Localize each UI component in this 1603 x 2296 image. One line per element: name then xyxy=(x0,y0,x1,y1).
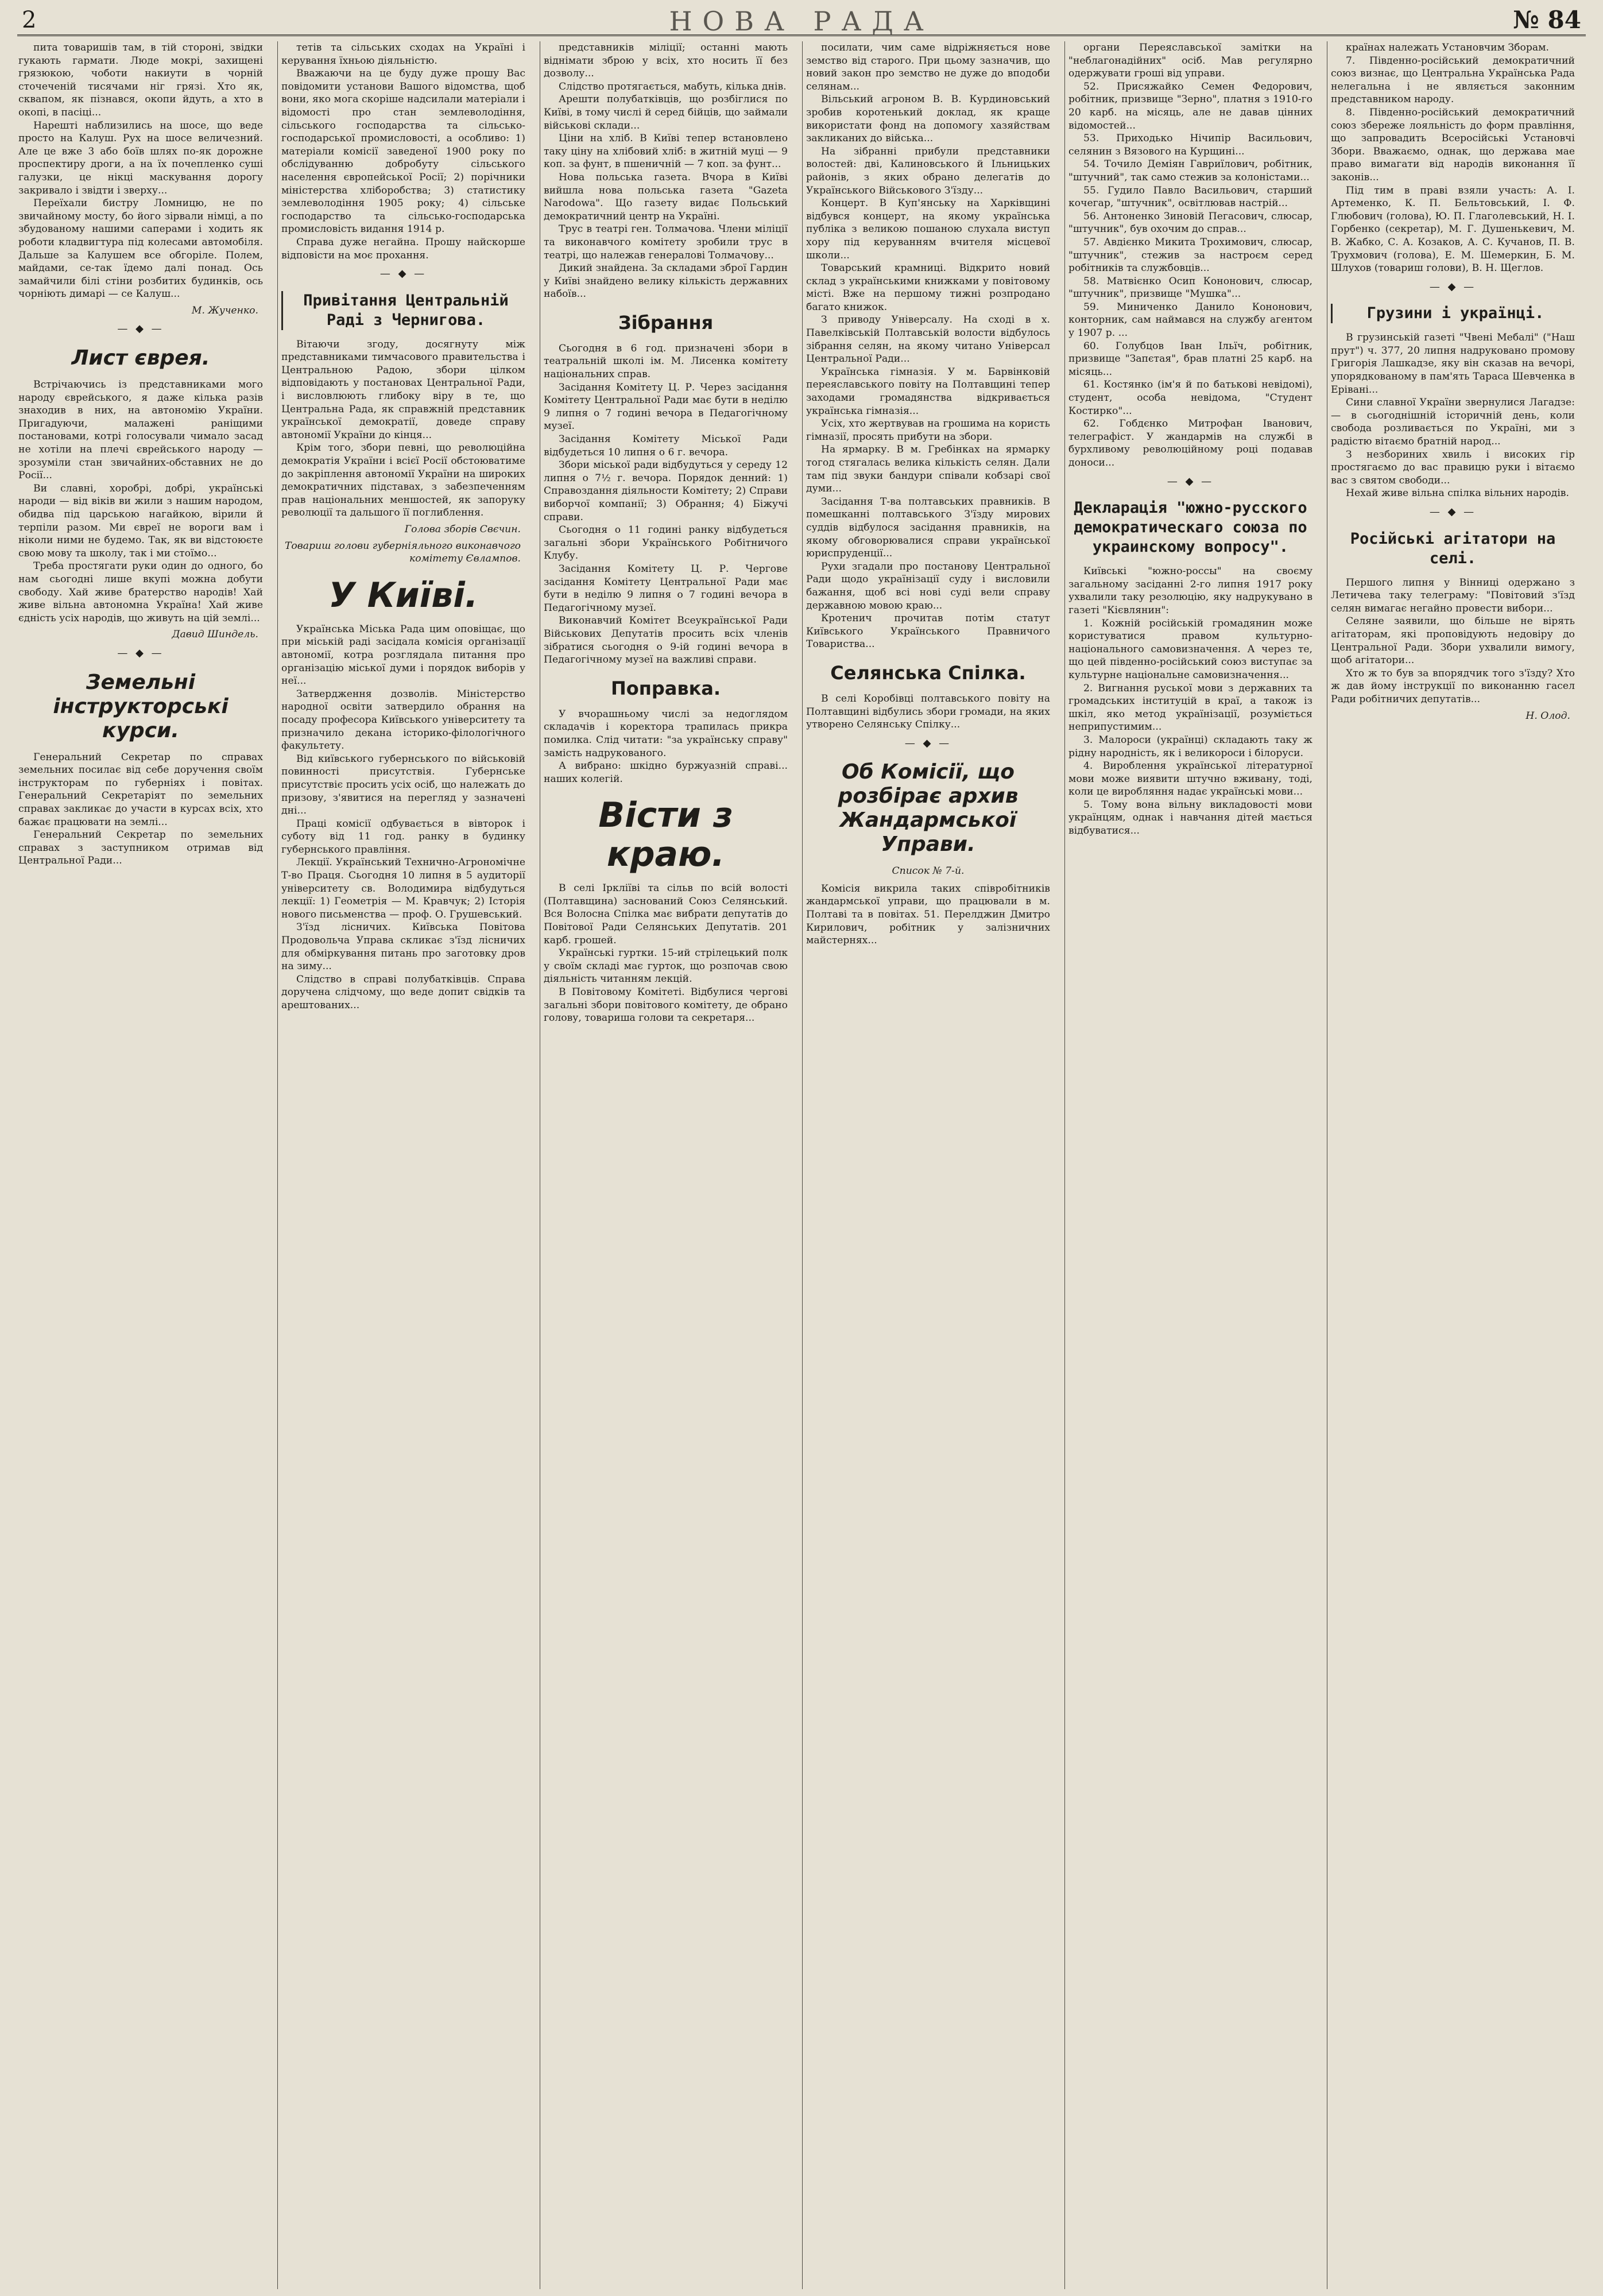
list-subtitle: Список № 7-й. xyxy=(892,865,965,877)
article-paragraph: 2. Вигнання руської мови з державних та громадських інституцій в краї, а також із шкіл, яко метод українізації, розуміється неприпустимим... xyxy=(1068,682,1312,733)
article-paragraph: Крім того, збори певні, що революційна демократія України і всієї Росії обстоюватиме до закріплення автономії України на широких демократичних підставах, з забезпеченням прав національних меншостей, як запоруку революції та дальшого її поглиблення. xyxy=(281,442,525,519)
column-1 xyxy=(15,41,266,2289)
article-paragraph: Сьогодня о 11 годині ранку відбудеться загальні збори Українського Робітничого Клубу. xyxy=(544,524,788,562)
article-paragraph: Усіх, хто жертвував на грошима на користь гімназії, просять прибути на збори. xyxy=(806,418,1050,443)
article-paragraph: Переїхали бистру Ломницю, не по звичайному мосту, бо його зірвали німці, а по збудованому нашими саперами і ходить як роботи кладвигтура під колесами автомобіля. Дальше за Калушем все обгоріле. Полем, майдами, се-так їдемо далі понад. Ось замайчили білі стіни розбитих будинків, ось чорніють димарі — се Калуш... xyxy=(18,198,263,300)
article-paragraph: Лекції. Український Технично-Агрономічне Т-во Праця. Сьогодня 10 липня в 5 аудиторії університету св. Володимира відбудуться лекції: 1) Геометрія — М. Кравчук; 2) Історія нового письменства — проф. О. Грушевський. xyxy=(281,857,525,920)
article-paragraph: Виконавчий Комітет Всеукраїнської Ради Військових Депутатів просить всіх членів зібратися сьогодня о 9-ій годині вечора в Педагогічному музеї на важливі справи. xyxy=(544,615,788,666)
article-paragraph: А вибрано: шкідно буржуазній справі... наших колегій. xyxy=(544,760,788,785)
author-signature: Давид Шиндель. xyxy=(172,629,258,641)
article-paragraph: 56. Антоненко Зиновій Пегасович, слюсар, "штучник", був охочим до справ... xyxy=(1068,210,1312,235)
article-heading: Об Комісії, що розбірає архив Жандармської Управи. xyxy=(838,760,1019,857)
article-paragraph: 61. Костянко (ім'я й по батькові невідомі), студент, особа невідома, "Студент Костирко"... xyxy=(1068,379,1312,417)
article-paragraph: пита товаришів там, в тій стороні, звідки гукають гармати. Люде мокрі, захищені грязюкою, чоботи накиути в чорній сточеченій тисячами ніг грязі. Хто як, сквапом, як пізнався, окопи йдуть, а хто в окопі, в пасіці... xyxy=(18,42,263,118)
ornament-divider: — ◆ — xyxy=(904,737,952,749)
article-paragraph: 62. Гобдєнко Митрофан Іванович, телеграфіст. У жандармів на службі в бурхливому революційному році подавав доноси... xyxy=(1068,418,1312,469)
article-paragraph: Треба простягати руки один до одного, бо нам сьогодні лише вкупі можна добути свободу. Хай живе братерство народів! Хай живе вільна автономна Україна! Хай живе єдність усіх народів, що живуть на цій землі... xyxy=(18,560,263,624)
article-paragraph: Затвердження дозволів. Міністерство народної освіти затвердило обрання на посаду професора Київського університету та призначило декана історико-філологічного факультету. xyxy=(281,688,525,752)
article-paragraph: Встрічаючись із представниками мого народу єврейського, я даже кілька разів знаходив в них, на автономію України. Пригадуючи, малажені раніщими постановами, котрі голосували чимало засад не хотіли на плечі єврейського народу — зрозуміли стан звичайних-обставних не до Росії... xyxy=(18,379,263,482)
article-paragraph: країнах належать Установчим Зборам. xyxy=(1346,42,1549,53)
article-heading: Вісти з краю. xyxy=(598,795,733,875)
column-2 xyxy=(277,41,529,2289)
ornament-divider: — ◆ — xyxy=(117,323,164,335)
article-paragraph: Сини славної України звернулися Лагадзе: — в сьогоднішній історичній день, коли свобода розливається по Україні, ми з радістю вітаємо братній народ... xyxy=(1331,397,1575,448)
article-paragraph: Товарський крамниці. Відкрито новий склад з українськими книжками у повітовому місті. Вже на першому тижні розпродано багато книжок. xyxy=(806,262,1050,313)
article-paragraph: Ціни на хліб. В Київі тепер встановлено таку ціну на хлібовий хліб: в житній муці — 9 коп. за фунт, в пшеничній — 7 коп. за фунт... xyxy=(544,133,788,171)
article-paragraph: Нова польська газета. Вчора в Київі вийшла нова польська газета "Gazeta Narodowa". Що газету видає Польський демократичний центр на Україні. xyxy=(544,171,788,222)
article-paragraph: Засідання Комітету Ц. Р. Через засідання Комітету Центральної Ради має бути в неділю 9 липня о 7 годині вечора в Педагогічному музеї. xyxy=(544,381,788,432)
page-number: 2 xyxy=(22,7,37,33)
article-paragraph: Трус в театрі ген. Толмачова. Члени міліції та виконавчого комітету зробили трус в театрі, що належав генералові Толмачову... xyxy=(544,223,788,261)
article-paragraph: 53. Приходько Нічипір Васильович, селянин з Вязового на Курщині... xyxy=(1068,133,1312,157)
author-signature: М. Жученко. xyxy=(191,304,258,316)
author-signature: Голова зборів Свєчин. xyxy=(404,524,521,535)
article-heading: Селянська Спілка. xyxy=(830,661,1026,684)
article-heading: Грузини і українці. xyxy=(1331,304,1575,323)
article-paragraph: Київські "южно-россы" на своєму загальному засіданні 2-го липня 1917 року ухвалили таку резолюцію, яку надрукувано в газеті "Кієвлянин": xyxy=(1068,566,1312,616)
article-paragraph: 52. Присяжайко Семен Федорович, робітник, призвище "Зерно", платня з 1910-го 20 карб. на місяць, але не давав цінних відомостей... xyxy=(1068,80,1312,131)
article-paragraph: Дикий знайдена. За складами зброї Гардин у Київі знайдено велику кількість державних набоїв... xyxy=(544,262,788,300)
article-paragraph: З незбориних хвиль і високих гір простягаємо до вас правицю руки і вітаємо вас з святом свободи... xyxy=(1331,448,1575,486)
article-paragraph: Генеральний Секретар по справах земельних посилає від себе доручення своїм інструкторам по губерніях і повітах. Генеральний Секретаріят по земельних справах закликає до участи в курсах всіх, хто бажає працювати на землі... xyxy=(18,751,263,828)
article-paragraph: 5. Тому вона вільну викладовості мови українцям, однак і навчання дітей мається відбуватися... xyxy=(1068,799,1312,837)
article-paragraph: 1. Кожній російській громадянин може користуватися правом культурно-національного самовизначення. А через те, що цей південно-російський союз виступає за культурне національне самовизначення... xyxy=(1068,617,1312,681)
article-paragraph: Концерт. В Куп'янську на Харківщині відбувся концерт, на якому українська публіка з великою пошаною слухала виступ хору під керуванням вчителя місцевої школи... xyxy=(806,198,1050,261)
columns xyxy=(15,41,1588,2289)
article-paragraph: З'їзд лісничих. Київська Повітова Продовольча Управа скликає з'їзд лісничих для обміркування питань про заготовку дров на зиму... xyxy=(281,922,525,973)
article-paragraph: На зібранні прибули представники волостей: дві, Калиновського й Ільницьких районів, з яких обрано делегатів до Українського Військового З'їзду... xyxy=(806,145,1050,196)
article-paragraph: Сьогодня в 6 год. призначені збори в театральній школі ім. М. Лисенка комітету національних справ. xyxy=(544,342,788,381)
article-paragraph: посилати, чим саме відріжняється нове земство від старого. При цьому зазначив, що новий закон про земство не дуже до вподоби селянам... xyxy=(806,42,1050,92)
article-paragraph: Селяне заявили, що більше не вірять агітаторам, які проповідують недовіру до Центральної Ради. Збори ухвалили вимогу, щоб агітатори... xyxy=(1331,615,1575,667)
article-paragraph: Слідство протягається, мабуть, кілька днів. xyxy=(559,80,787,92)
article-heading: Поправка. xyxy=(610,677,721,699)
article-paragraph: Вважаючи на це буду дуже прошу Вас повідомити установи Вашого відомства, щоб вони, яко мога скоріше надсилали матеріали і відомості про стан землеволодіння, сільського господарства та сільсько-господарської промисловості, а особливо: 1) матеріали комісії заведеної 1900 року по обслідуванню добробуту сільського населення європейської Росії; 2) порічники міністерства хліборобства; 3) статистику землеволодіння 1905 року; 4) сільське господарство та сільсько-господарська промисловість видання 1914 р. xyxy=(281,68,525,235)
article-paragraph: 60. Голубцов Іван Ільїч, робітник, призвище "Запєтая", брав платні 25 карб. на місяць... xyxy=(1068,340,1312,378)
article-paragraph: 57. Авдієнко Микита Трохимович, слюсар, "штучник", стежив за настроєм серед робітників та службовців... xyxy=(1068,236,1312,274)
article-paragraph: Нехай живе вільна спілка вільних народів. xyxy=(1346,487,1569,500)
article-paragraph: 54. Точило Деміян Гавриїлович, робітник, "штучний", так само стежив за колоністами... xyxy=(1068,158,1312,183)
article-paragraph: Засідання Комітету Міської Ради відбудеться 10 липня о 6 г. вечора. xyxy=(544,433,788,458)
article-paragraph: Першого липня у Вінниці одержано з Летичева таку телеграму: "Повітовий з'їзд селян вимагає негайно провести вибори... xyxy=(1331,576,1575,614)
article-paragraph: Нарешті наблизились на шосе, що веде просто на Калуш. Рух на шосе величезний. Але це вже 3 або боїв шлях по-як дорожне проспектиру дроги, а на їх почепленко суші галузки, це нікці маскування дорогу закривало і звідти і зверху... xyxy=(18,119,263,196)
article-heading: Лист єврея. xyxy=(71,346,210,370)
author-signature: Н. Олод. xyxy=(1525,710,1570,722)
article-heading: Привітання Центральній Раді з Чернигова. xyxy=(281,291,525,330)
ornament-divider: — ◆ — xyxy=(1167,475,1214,487)
column-6 xyxy=(1327,41,1578,2289)
column-4 xyxy=(802,41,1054,2289)
article-paragraph: Арешти полубатківців, що розбіглися по Київі, в тому числі й серед бійців, що займали військові склади... xyxy=(544,94,788,131)
article-heading: Зібрання xyxy=(618,311,714,334)
article-paragraph: представників міліції; останні мають віднімати зброю у всіх, хто носить її без дозволу... xyxy=(544,42,788,80)
article-paragraph: В селі Іркліїві та сільв по всій волості (Полтавщина) заснований Союз Селянський. Вся Волосна Спілка має вибрати депутатів до Повітової Ради Селянських Депутатів. 201 карб. грошей. xyxy=(544,882,788,946)
article-paragraph: Слідство в справі полубатківців. Справа доручена слідчому, що веде допит свідків та арештованих... xyxy=(281,973,525,1011)
article-paragraph: органи Переяславської замітки на "неблагонадійних" осіб. Мав регулярно одержувати гроші від управи. xyxy=(1068,42,1312,80)
article-paragraph: Українська Міська Рада цим оповіщає, що при міській раді засідала комісія організації автономії, котра розглядала питання про організацію міської думи і порядок виборів у неї... xyxy=(281,623,525,687)
article-paragraph: 8. Південно-російський демократичний союз збереже лояльність до форм правління, що запровадить Всеросійські Установчі Збори. Вважаємо, однак, що держава мае право вимагати від народів виконання її законів... xyxy=(1331,106,1575,183)
article-paragraph: Комісія викрила таких співробітників жандармської управи, що працювали в м. Полтаві та в повітах. 51. Перелджин Дмитро Кирилович, робітник у залізничних майстернях... xyxy=(806,882,1050,947)
article-paragraph: Від київського губернського по військовій повинності присутствія. Губернське присутствіє просить усіх осіб, що належать до призову, з'явитися на перегляд у зазначені дні... xyxy=(281,753,525,817)
article-paragraph: В Повітовому Комітеті. Відбулися чергові загальні збори повітового комітету, де обрано голову, товариша голови та секретаря... xyxy=(544,986,788,1024)
article-paragraph: Рухи згадали про постанову Центральної Ради щодо українізації суду і висловили бажання, щоб всі нові суді вели справу державною мовою краю... xyxy=(806,560,1050,611)
article-paragraph: Українські гуртки. 15-ий стрілецький полк у своїм складі має гурток, що розпочав свою діяльність читанням лекцій. xyxy=(544,947,788,985)
article-heading: Російські агітатори на селі. xyxy=(1350,529,1556,567)
article-paragraph: Справа дуже негайна. Прошу найскорше відповісти на моє прохання. xyxy=(281,236,525,261)
article-paragraph: Засідання Т-ва полтавських правників. В помешканні полтавського З'їзду мирових суддів відбулося засідання правників, на якому обговорювалися справи української юриспруденції... xyxy=(806,495,1050,560)
article-paragraph: Українська гімназія. У м. Барвінковій переяславського повіту на Полтавщині тепер заходами громадянства відкривається українська гімназія... xyxy=(806,366,1050,417)
article-paragraph: Вітаючи згоду, досягнуту між представниками тимчасового правительства і Центральною Радою, збори цілком відповідають у постановах Центральної Ради, і висловлюють глибоку віру в те, що Центральна Рада, як справжній представник української демократії, доведе справу автономії України до кінця... xyxy=(281,338,525,441)
article-paragraph: 55. Гудило Павло Васильович, старший кочегар, "штучник", освітлював настрій... xyxy=(1068,184,1312,210)
ornament-divider: — ◆ — xyxy=(1429,506,1477,518)
column-3 xyxy=(540,41,791,2289)
article-heading: Земельні інструкторські курси. xyxy=(53,670,229,742)
article-paragraph: Кротенич прочитав потім статут Київського Українського Правничого Товариства... xyxy=(806,613,1050,651)
masthead xyxy=(17,6,1586,36)
article-paragraph: Засідання Комітету Ц. Р. Чергове засідання Комітету Центральної Ради має бути в неділю 9 липня о 7 годині вечора в Педагогічному музеї. xyxy=(544,563,788,614)
article-heading: Декларація "южно-русского демократическаго союза по украинскому вопросу". xyxy=(1074,499,1307,556)
article-paragraph: В селі Коробівці полтавського повіту на Полтавщині відбулись збори громади, на яких утворено Селянську Спілку... xyxy=(806,692,1050,731)
article-paragraph: Під тим в праві взяли участь: А. І. Артеменко, К. П. Бельтовський, І. Ф. Глюбович (голова), Ю. П. Глаголевський, Н. І. Горбенко (секретар), М. Г. Душенькевич, М. В. Жабко, С. А. Козаков, А. С. Кучанов, П. В. Трухмович (голова), Е. М. Шемеркин, Б. М. Шлухов (товариш голови), В. Н. Щеглов. xyxy=(1331,184,1575,274)
article-paragraph: Хто ж то був за впорядчик того з'їзду? Хто ж дав йому інструкції по виконанню гасел Ради робітничих депутатів... xyxy=(1331,667,1575,705)
article-paragraph: З приводу Універсалу. На сході в х. Павелківській Полтавській волости відбулось зібрання селян, на якому читано Універсал Центральної Ради... xyxy=(806,314,1050,365)
article-paragraph: У вчорашньому числі за недоглядом складачів і коректора трапилась прикра помилка. Слід читати: "за українську справу" замість надрукованого. xyxy=(544,708,788,759)
issue-number: № 84 xyxy=(1513,6,1581,34)
article-paragraph: В грузинській газеті "Чвені Мебалі" ("Наш прут") ч. 377, 20 липня надруковано промову Григорія Лашкадзе, яку він сказав на вечорі, упорядкованому в пам'ять Тараса Шевченка в Ерівані... xyxy=(1331,332,1575,396)
article-paragraph: Праці комісії одбувається в вівторок і суботу від 11 год. ранку в будинку губернського правління. xyxy=(281,818,525,855)
article-paragraph: 3. Малороси (українці) складають таку ж рідну народність, як і великороси і білоруси. xyxy=(1068,734,1312,759)
article-paragraph: 4. Вироблення української літературної мови може виявити штучно вживану, тоді, коли це виробляння надає українські мови... xyxy=(1068,760,1312,798)
article-paragraph: тетів та сільських сходах на Україні і керування їхньою діяльністю. xyxy=(281,42,525,67)
ornament-divider: — ◆ — xyxy=(117,646,164,659)
article-paragraph: Генеральний Секретар по земельних справах з заступником отримав від Центральної Ради... xyxy=(18,829,263,867)
article-heading: У Київі. xyxy=(328,575,478,615)
article-paragraph: 58. Матвієнко Осип Кононович, слюсар, "штучник", призвище "Мушка"... xyxy=(1068,275,1312,300)
article-paragraph: 7. Південно-російський демократичний союз визнає, що Центральна Українська Рада нелегальна і не являється законним представником народу. xyxy=(1331,55,1575,106)
article-paragraph: 59. Миниченко Данило Кононович, конторник, сам наймався на службу агентом у 1907 р. ... xyxy=(1068,301,1312,339)
newspaper-title: НОВА РАДА xyxy=(669,6,934,37)
article-paragraph: Вільський агроном В. В. Курдиновський зробив коротенький доклад, як краще використати фонд на допомогу хазяйствам закликаних до війська... xyxy=(806,94,1050,145)
article-paragraph: Збори міської ради відбудуться у середу 12 липня о 7½ г. вечора. Порядок денний: 1) Справоздання діяльности Комітету; 2) Справи виборчої компанії; 3) Обрання; 4) Біжучі справи. xyxy=(544,459,788,523)
article-paragraph: На ярмарку. В м. Гребінках на ярмарку тогод стягалась велика кількість селян. Дали там під звуки бандури співали кобзарі свої думи... xyxy=(806,444,1050,495)
column-5 xyxy=(1064,41,1316,2289)
article-paragraph: Ви славні, хоробрі, добрі, українські народи — від віків ви жили з нашим народом, обидва під царською нагайкою, вірили й терпіли разом. Ми євреї не вороги вам і ніколи ними не будемо. Так, як ви відстоюєте свою мову та школу, так і ми стоїмо... xyxy=(18,482,263,559)
author-signature: Товариш голови губерніяльного виконавчого комітету Євлампов. xyxy=(284,540,521,565)
ornament-divider: — ◆ — xyxy=(1429,280,1477,293)
ornament-divider: — ◆ — xyxy=(380,268,427,280)
